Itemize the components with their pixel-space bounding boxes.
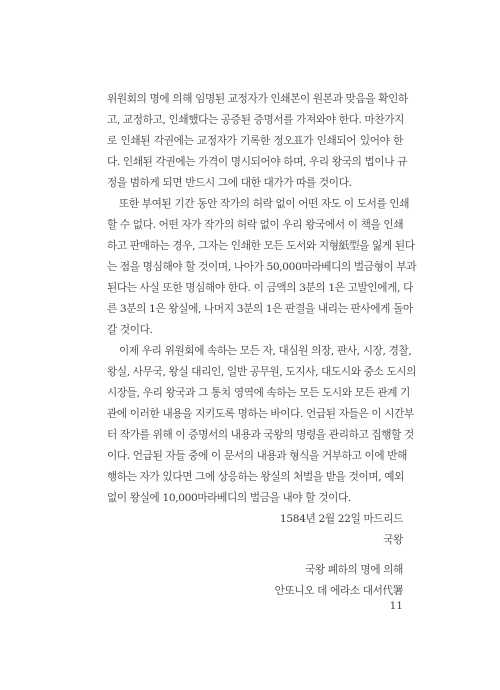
text-line: 할 수 없다. 어떤 자가 작가의 허락 없이 우리 왕국에서 이 책을 인쇄 [107,219,404,231]
text-line: 행하는 자가 있다면 그에 상응하는 왕실의 처벌을 받을 것이며, 예외 [107,471,405,483]
text-line: 로 인쇄된 각권에는 교정자가 기록한 정오표가 인쇄되어 있어야 한 [107,135,403,147]
text-line: 된다는 사실 또한 명심해야 한다. 이 금액의 3분의 1은 고발인에게, 다 [107,282,413,294]
command-line: 국왕 폐하의 명에 의해 [304,564,403,576]
text-line: 위원회의 명에 의해 임명된 교정자가 인쇄본이 원본과 맞음을 확인하 [107,93,408,105]
text-line: 또한 부여된 기간 동안 작가의 허락 없이 어떤 자도 이 도서를 인쇄 [119,198,410,210]
king-signature: 국왕 [383,534,403,546]
text-line: 는 점을 명심해야 할 것이며, 나아가 50,000마라베디의 벌금형이 부과 [107,261,417,273]
text-line: 왕실, 사무국, 왕실 대리인, 일반 공무원, 도지사, 대도시와 중소 도시의 [107,366,417,378]
text-line: 이제 우리 위원회에 속하는 모든 자, 대심원 의장, 판사, 시장, 경찰, [119,345,412,357]
text-line: 관에 이러한 내용을 지키도록 명하는 바이다. 언급된 자들은 이 시간부 [107,408,414,420]
date-line: 1584년 2월 22일 마드리드 [280,513,403,525]
text-line: 터 작가를 위해 이 증명서의 내용과 국왕의 명령을 관리하고 집행할 것 [107,429,414,441]
countersignature-line: 안또니오 데 에라소 대서代署 [274,585,403,597]
text-line: 른 3분의 1은 왕실에, 나머지 3분의 1은 판결을 내리는 판사에게 돌아 [107,303,413,315]
page-number: 11 [389,600,403,612]
text-line: 시장들, 우리 왕국과 그 통치 영역에 속하는 모든 도시와 모든 관계 기 [107,387,411,399]
text-line: 갈 것이다. [107,324,153,336]
text-line: 없이 왕실에 10,000마라베디의 벌금을 내야 할 것이다. [107,492,351,504]
text-line: 하고 판매하는 경우, 그자는 인쇄한 모든 도서와 지형紙型을 잃게 된다 [107,240,415,252]
text-line: 다. 인쇄된 각권에는 가격이 명시되어야 하며, 우리 왕국의 법이나 규 [107,156,408,168]
text-line: 정을 범하게 되면 반드시 그에 대한 대가가 따를 것이다. [107,177,352,189]
text-line: 고, 교정하고, 인쇄했다는 공증된 증명서를 가져와야 한다. 마찬가지 [107,114,405,126]
text-line: 이다. 언급된 자들 중에 이 문서의 내용과 형식을 거부하고 이에 반해 [107,450,408,462]
